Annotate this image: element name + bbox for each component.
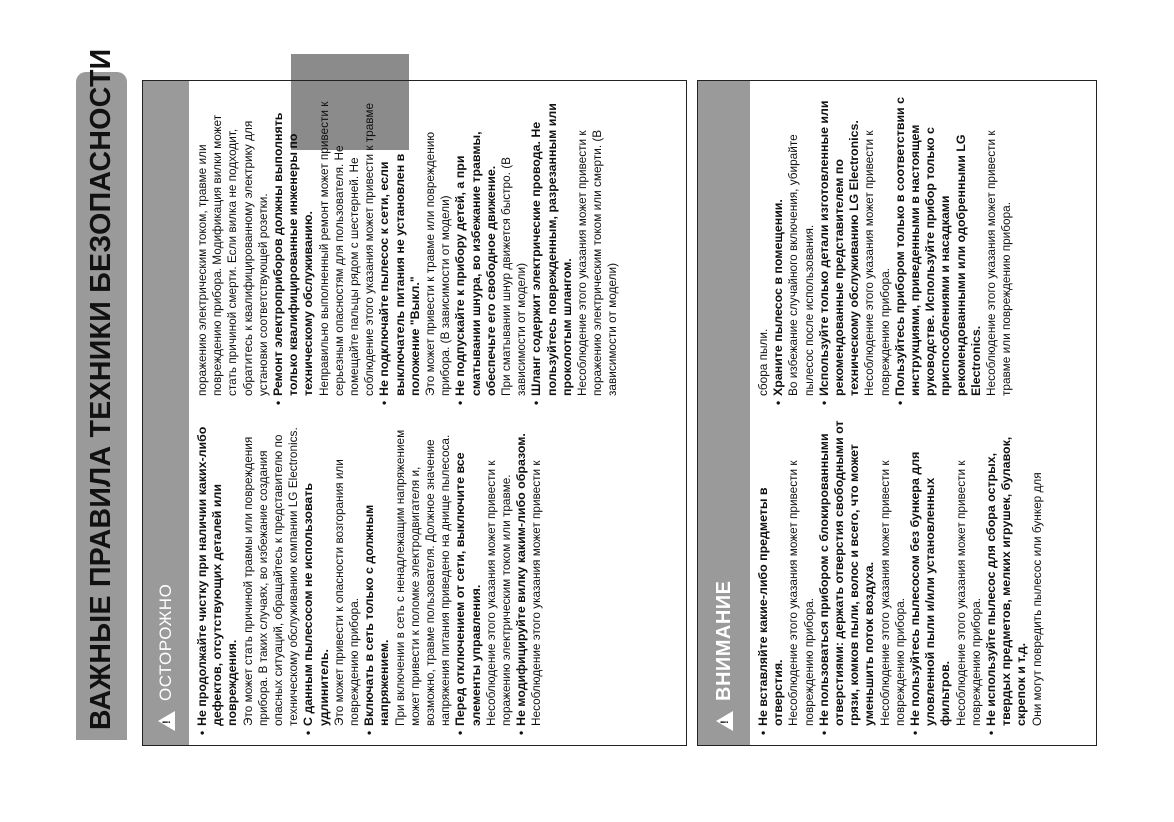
safety-item-heading: • Не подключайте пылесос к сети, если выключатель питания не установлен в положение "Выкл."	[377, 153, 422, 396]
safety-item-heading: • Не продолжайте чистку при наличии каких-либо дефектов, отсутствующих деталей или повреждения.	[195, 426, 240, 726]
safety-item-heading: • Храните пылесос в помещении.	[771, 199, 786, 396]
page-title: ВАЖНЫЕ ПРАВИЛА ТЕХНИКИ БЕЗОПАСНОСТИ	[85, 48, 117, 730]
safety-item-text: Несоблюдение этого указания может привести к	[529, 460, 544, 726]
safety-item	[453, 89, 529, 405]
safety-item-heading: • Включать в сеть только с должным напряжением.	[362, 504, 392, 726]
safety-item-heading: • С данным пылесосом не использовать удлинитель.	[301, 482, 331, 726]
safety-item	[195, 419, 301, 735]
safety-item-text: Во избежание случайного включения, убирайте пылесос после использования.	[786, 134, 816, 396]
warning-icon: !	[716, 711, 733, 731]
safety-item	[893, 89, 1015, 405]
attention-panel	[697, 80, 1097, 746]
safety-item	[301, 419, 362, 735]
safety-item-text: Несоблюдение этого указания может привести к повреждению прибора.	[862, 130, 892, 396]
safety-item-text: Неправильно выполненный ремонт может привести к серьезным опасностям для пользователя. Не помещайте пальцы рядом с шестерней. Не соблюдение этого указания может привести к травме	[316, 101, 377, 396]
safety-item	[756, 89, 771, 405]
safety-item	[771, 89, 817, 405]
safety-item-heading: • Перед отключением от сети, выключите все элементы управления.	[453, 452, 483, 726]
safety-item	[908, 419, 984, 735]
safety-item-text: Несоблюдение этого указания может привести к повреждению прибора.	[953, 460, 983, 726]
safety-item-heading: • Не пользоваться прибором с блокированными отверстиями: держать отверстия свободными от грязи, комков пыли, волос и всего, что может уменьшить поток воздуха.	[816, 420, 877, 726]
safety-item-text: Несоблюдение этого указания может привести к травме или повреждению прибора.	[984, 130, 1014, 396]
safety-item-heading: • Не подпускайте к прибору детей, а при сматывании шнура, во избежание травмы, обеспечьте его свободное движение.	[453, 131, 498, 396]
safety-item	[195, 89, 271, 405]
safety-item-text: Это может привести к опасности возгорания или повреждению прибора.	[331, 459, 362, 726]
caution-column-2	[195, 89, 680, 405]
safety-item-heading: • Ремонт электроприборов должны выполнять только квалифицированные инженеры по техническому обслуживанию.	[271, 112, 316, 396]
safety-item-text: Это может привести к травме или повреждению прибора. (В зависимости от модели)	[423, 131, 453, 396]
safety-item-text: Несоблюдение этого указания может привести к повреждению прибора.	[786, 460, 816, 726]
safety-item-text: Это может стать причиной травмы или повреждения прибора. В таких случаях, во избежание создания опасных ситуаций, обращайтесь к представителю по техническому обслуживанию компании LG Electronics.	[240, 427, 301, 726]
safety-item-heading: • Пользуйтесь прибором только в соответствии с инструкциями, приведенными в настоящем руководстве. Используйте прибор только с приспособлениями и насадками рекомендованными или одобренными LG Electronics.	[892, 96, 983, 396]
caution-header	[143, 81, 189, 745]
safety-item-text: Несоблюдение этого указания может привести к поражению электрическим током или травме.	[483, 460, 514, 726]
safety-item-text: При сматывании шнур движется быстро. (В зависимости от модели)	[499, 157, 529, 396]
safety-item	[529, 89, 620, 405]
caution-title: ОСТОРОЖНО	[156, 583, 175, 701]
safety-item	[453, 419, 514, 735]
safety-item-heading: • Шланг содержит электрические провода. Не пользуйтесь поврежденным, разрезанным или проколотым шлангом.	[529, 103, 574, 396]
attention-column-1	[756, 419, 1090, 735]
caution-column-1	[195, 419, 680, 735]
safety-item-text: При включении в сеть с ненадлежащим напряжением может привести к поломке электродвигателя и, возможно, травме пользователя. Должное значение напряжения питания приведено на днище пылесоса.	[392, 429, 453, 726]
caution-panel	[142, 80, 687, 746]
safety-item	[817, 419, 908, 735]
safety-item-text: сбора пыли.	[756, 328, 770, 396]
attention-header	[698, 81, 750, 745]
safety-item	[817, 89, 893, 405]
warning-icon: !	[158, 711, 175, 731]
safety-item-text: Несоблюдение этого указания может привести к повреждению прибора.	[877, 460, 907, 726]
title-bar	[76, 48, 127, 740]
safety-item-heading: • Не модифицируйте вилку каким-либо образом.	[514, 433, 529, 726]
safety-item-text: поражению электрическим током, травме или повреждению прибора. Модификация вилки может стать причиной смерти. Если вилка не подходит, обратитесь к квалифицированному электрику для установки соответствующей розетки.	[195, 114, 270, 396]
safety-item-heading: • Не вставляйте какие-либо предметы в отверстия.	[756, 487, 786, 726]
safety-item-text: Несоблюдение этого указания может привести к поражению электрическим током или смерти. (В зависимости от модели)	[575, 129, 620, 396]
safety-item	[271, 89, 377, 405]
safety-item-text: Они могут повредить пылесос или бункер для	[1029, 472, 1044, 726]
safety-item-heading: • Не пользуйтесь пылесосом без бункера для уловленной пыли и/или установленных фильтров.	[908, 451, 953, 726]
attention-title: ВНИМАНИЕ	[712, 580, 735, 701]
safety-item	[756, 419, 817, 735]
safety-item	[514, 419, 544, 735]
attention-column-2	[756, 89, 1090, 405]
safety-item	[377, 89, 453, 405]
safety-item-heading: • Не используйте пылесос для сбора острых, твердых предметов, мелких игрушек, булавок, скрепок и т.д.	[984, 436, 1029, 726]
safety-item	[362, 419, 453, 735]
safety-item-heading: • Используйте только детали изготовленные или рекомендованные представителем по техническому обслуживанию LG Electronics.	[816, 100, 862, 396]
safety-item	[984, 419, 1045, 735]
